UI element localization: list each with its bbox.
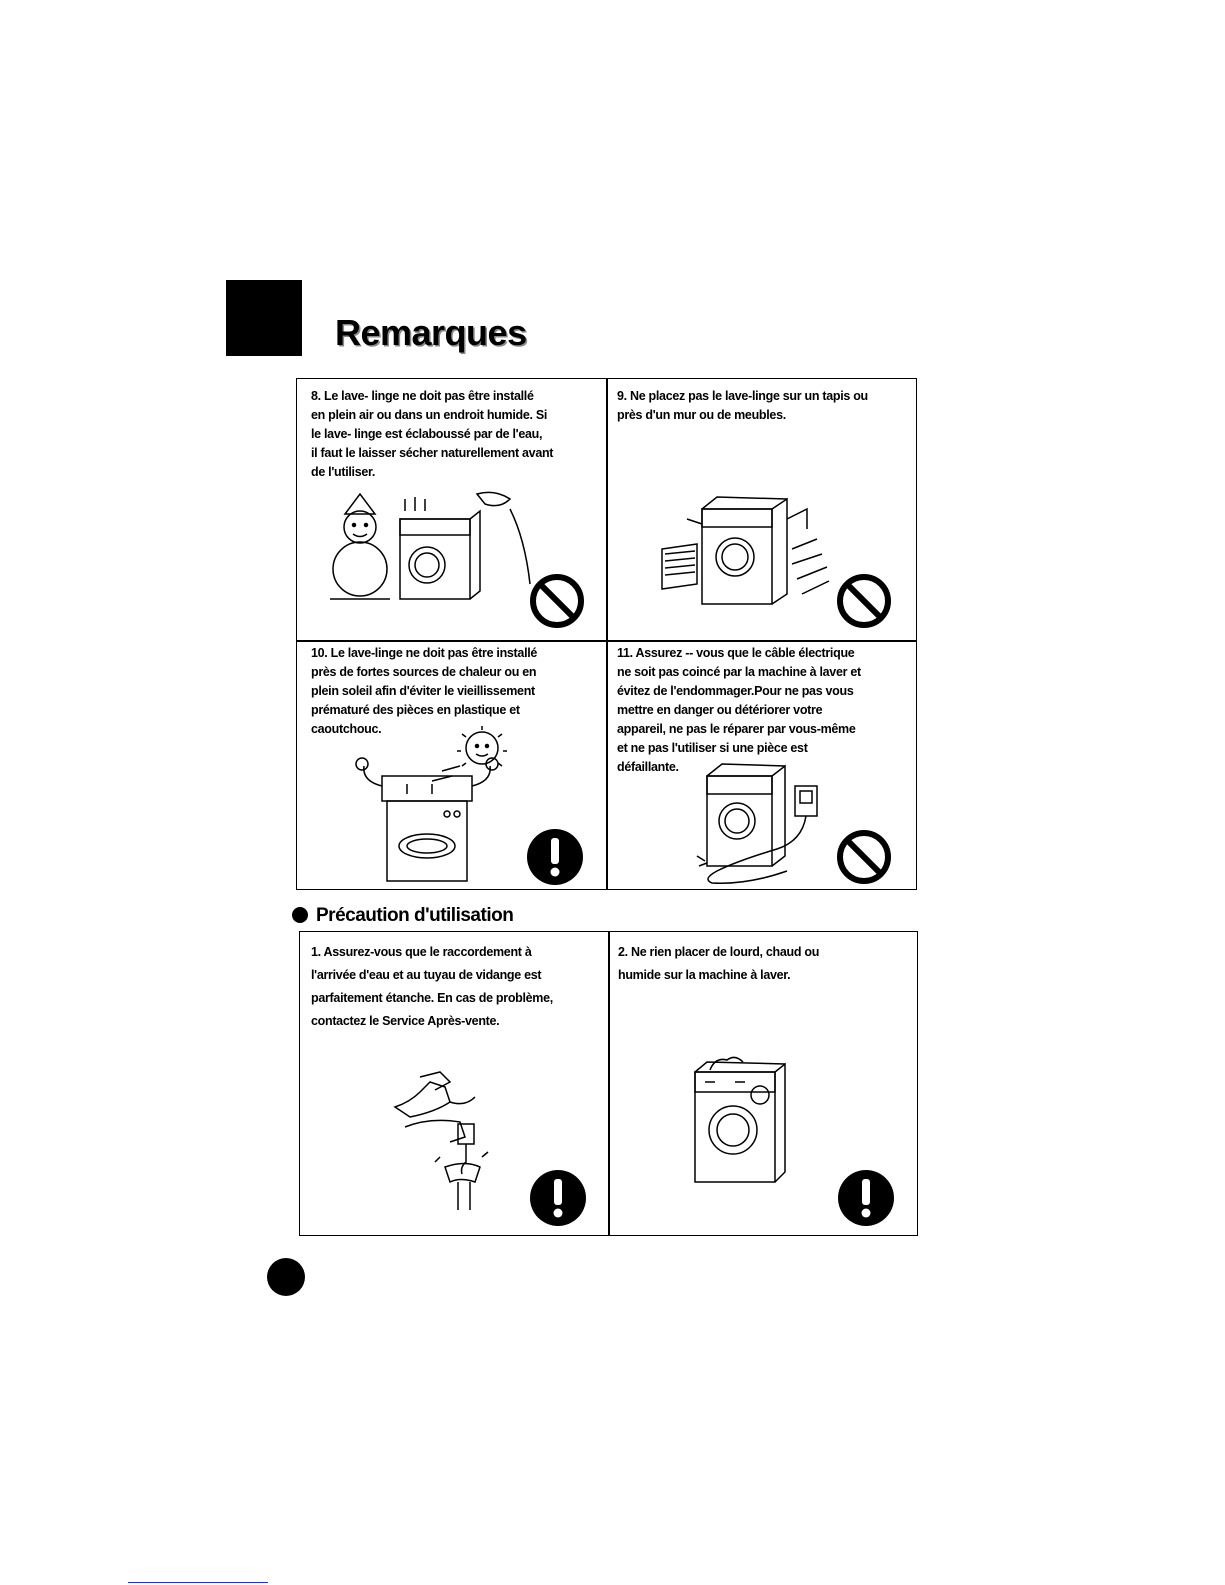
page-marker-dot — [267, 1258, 305, 1296]
prohibition-sign-icon — [527, 571, 587, 631]
remark-text: 8. Le lave- linge ne doit pas être installé en plein air ou dans un endroit humide. Si le lave- linge est éclaboussé par de l'eau, il faut le laisser sécher naturellement avant de l'utiliser. — [311, 389, 554, 479]
bullet-icon — [292, 907, 308, 923]
water-hose-connection-illustration — [390, 1062, 500, 1212]
precautions-grid — [299, 931, 918, 1236]
remarks-grid — [296, 378, 917, 890]
chapter-tab — [226, 280, 302, 356]
precaution-cell-2 — [610, 932, 919, 1237]
remark-text: 9. Ne placez pas le lave-linge sur un tapis ou près d'un mur ou de meubles. — [617, 389, 868, 422]
warning-sign-icon — [528, 1168, 588, 1228]
remark-text: 10. Le lave-linge ne doit pas être installé près de fortes sources de chaleur ou en plein soleil afin d'éviter le vieillissement prématuré des pièces en plastique et caoutchouc. — [311, 646, 538, 736]
footer-rule — [128, 1582, 268, 1583]
washer-near-wall-illustration — [657, 489, 837, 614]
remark-cell-10 — [297, 641, 607, 891]
remark-cell-9 — [607, 379, 918, 641]
snowman-washer-illustration — [325, 489, 545, 609]
washer-cable-illustration — [687, 761, 857, 886]
section-heading-text: Précaution d'utilisation — [316, 905, 514, 926]
prohibition-sign-icon — [834, 827, 894, 887]
section-heading — [292, 904, 513, 928]
precaution-text: 1. Assurez-vous que le raccordement à l'arrivée d'eau et au tuyau de vidange est parfaitement étanche. En cas de problème, contactez le Service Après-vente. — [311, 945, 553, 1028]
remark-cell-8 — [297, 379, 607, 641]
warning-sign-icon — [836, 1168, 896, 1228]
prohibition-sign-icon — [834, 571, 894, 631]
precaution-text: 2. Ne rien placer de lourd, chaud ou humide sur la machine à laver. — [618, 945, 820, 982]
remark-cell-11 — [607, 641, 918, 891]
washer-with-object-on-top-illustration — [685, 1052, 815, 1192]
warning-sign-icon — [525, 827, 585, 887]
remark-text: 11. Assurez -- vous que le câble électrique ne soit pas coincé par la machine à laver et évitez de l'endommager.Pour ne pas vous mettre en danger ou détériorer votre appareil, ne pas le réparer par vous-même et ne pas l'utiliser si une pièce est défaillante. — [617, 646, 861, 774]
precaution-cell-1 — [300, 932, 609, 1237]
page-title: Remarques — [335, 312, 527, 353]
washer-in-sun-illustration — [352, 726, 552, 886]
